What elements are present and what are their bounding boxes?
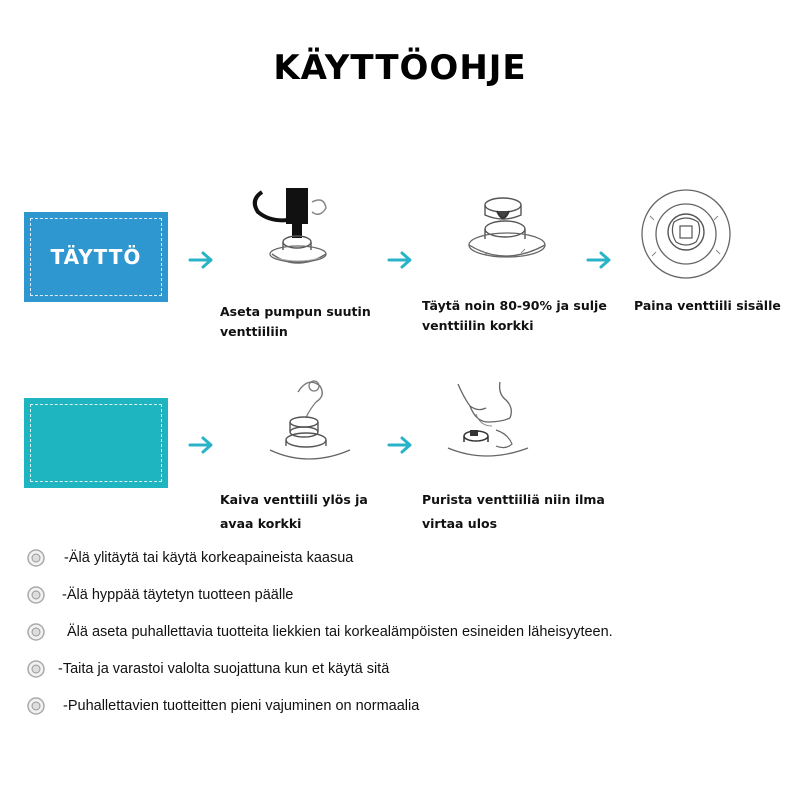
inflate-panel xyxy=(24,212,168,302)
bullet-ring-icon xyxy=(26,659,46,679)
arrow-right-icon xyxy=(188,435,216,455)
note-text: Älä aseta puhallettavia tuotteita liekkien tai korkealämpöisten esineiden läheisyyteen. xyxy=(67,624,613,640)
note-item xyxy=(26,695,419,717)
arrow-right-icon xyxy=(188,250,216,270)
note-text: -Älä ylitäytä tai käytä korkeapaineista kaasua xyxy=(64,550,354,566)
inflate-label: TÄYTTÖ xyxy=(50,245,142,269)
caption-line: Purista venttiiliä niin ilma xyxy=(422,492,605,507)
bullet-ring-icon xyxy=(26,548,46,568)
note-text: -Puhallettavien tuotteitten pieni vajuminen on normaalia xyxy=(63,698,420,714)
page-title: KÄYTTÖOHJE xyxy=(273,48,527,88)
note-item xyxy=(26,584,293,606)
note-text: -Älä hyppää täytetyn tuotteen päälle xyxy=(62,587,294,603)
caption-line: avaa korkki xyxy=(220,516,302,531)
caption-line: Kaiva venttiili ylös ja xyxy=(220,492,368,507)
arrow-right-icon xyxy=(387,250,415,270)
inflate-step-3-caption xyxy=(634,296,781,316)
caption-line: Täytä noin 80-90% ja sulje xyxy=(422,298,607,313)
caption-line: venttiilin korkki xyxy=(422,318,534,333)
arrow-right-icon xyxy=(586,250,614,270)
inflate-step-2-caption xyxy=(422,296,607,336)
valve-top-view-illustration xyxy=(638,186,734,282)
note-item xyxy=(26,547,353,569)
caption-line: Aseta pumpun suutin xyxy=(220,304,371,319)
arrow-right-icon xyxy=(387,435,415,455)
caption-line: virtaa ulos xyxy=(422,516,498,531)
deflate-step-2-caption xyxy=(422,488,605,536)
note-item xyxy=(26,658,389,680)
valve-cap-illustration xyxy=(455,185,555,277)
note-text: -Taita ja varastoi valolta suojattuna kun et käytä sitä xyxy=(58,661,390,677)
bullet-ring-icon xyxy=(26,622,46,642)
caption-line: Paina venttiili sisälle xyxy=(634,298,781,313)
pump-nozzle-illustration xyxy=(240,182,350,277)
caption-line: venttiiliin xyxy=(220,324,288,339)
inflate-step-1-caption xyxy=(220,302,371,342)
note-item xyxy=(26,621,613,643)
squeeze-valve-illustration xyxy=(440,378,540,473)
bullet-ring-icon xyxy=(26,585,46,605)
bullet-ring-icon xyxy=(26,696,46,716)
open-cap-illustration xyxy=(258,372,358,472)
deflate-step-1-caption xyxy=(220,488,368,536)
deflate-panel xyxy=(24,398,168,488)
